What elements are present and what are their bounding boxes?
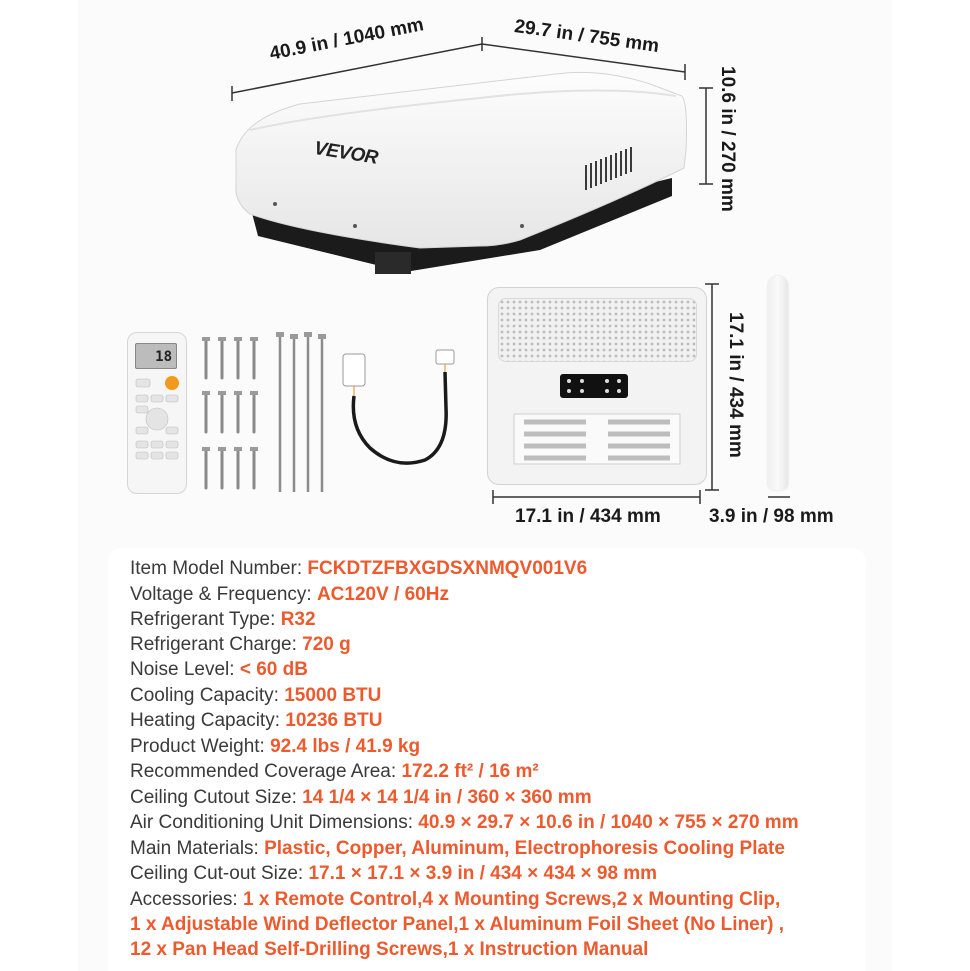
spec-row: Refrigerant Type: R32 <box>130 609 316 630</box>
control-panel-display <box>560 374 628 398</box>
deflector-depth-dimension-label: 3.9 in / 98 mm <box>709 506 834 527</box>
spec-row: Voltage & Frequency: AC120V / 60Hz <box>130 584 449 605</box>
spec-row-continued: 12 x Pan Head Self-Drilling Screws,1 x Instruction Manual <box>130 939 649 960</box>
wire-harness-image <box>340 348 470 478</box>
spec-row: Ceiling Cutout Size: 14 1/4 × 14 1/4 in / 360 × 360 mm <box>130 787 592 808</box>
remote-buttons <box>128 375 186 485</box>
panel-width-dimension-label: 17.1 in / 434 mm <box>515 506 661 527</box>
specifications-panel <box>108 548 866 971</box>
remote-display-value: 18 <box>155 349 172 365</box>
width-dimension-label: 29.7 in / 755 mm <box>513 16 661 58</box>
length-dimension-label: 40.9 in / 1040 mm <box>268 14 426 65</box>
height-dimension-label: 10.6 in / 270 mm <box>717 66 738 212</box>
spec-row: Product Weight: 92.4 lbs / 41.9 kg <box>130 736 421 757</box>
spec-row: Noise Level: < 60 dB <box>130 659 308 680</box>
rooftop-ac-unit-image <box>0 0 970 300</box>
control-buttons <box>560 374 628 398</box>
panel-height-dimension-label: 17.1 in / 434 mm <box>725 312 746 458</box>
spec-row: Ceiling Cut-out Size: 17.1 × 17.1 × 3.9 in / 434 × 434 × 98 mm <box>130 863 658 884</box>
remote-display <box>135 343 177 369</box>
air-return-grille <box>498 298 697 362</box>
brand-logo: VEVOR <box>312 138 380 169</box>
wind-deflector-panel-image <box>768 276 788 490</box>
ceiling-panel-image <box>487 287 707 485</box>
self-drilling-screws-image <box>198 334 268 494</box>
spec-row: Main Materials: Plastic, Copper, Aluminum, Electrophoresis Cooling Plate <box>130 838 785 859</box>
spec-row-continued: 1 x Adjustable Wind Deflector Panel,1 x Aluminum Foil Sheet (No Liner) , <box>130 914 785 935</box>
spec-row: Recommended Coverage Area: 172.2 ft² / 16 m² <box>130 761 539 782</box>
spec-row: Heating Capacity: 10236 BTU <box>130 710 383 731</box>
supply-louvers <box>488 412 706 482</box>
mounting-screws-image <box>272 330 332 495</box>
spec-row: Item Model Number: FCKDTZFBXGDSXNMQV001V6 <box>130 558 588 579</box>
spec-row: Cooling Capacity: 15000 BTU <box>130 685 382 706</box>
spec-row: Accessories: 1 x Remote Control,4 x Mounting Screws,2 x Mounting Clip, <box>130 889 781 910</box>
spec-row: Refrigerant Charge: 720 g <box>130 634 351 655</box>
spec-row: Air Conditioning Unit Dimensions: 40.9 × 29.7 × 10.6 in / 1040 × 755 × 270 mm <box>130 812 799 833</box>
remote-control-image <box>127 332 187 494</box>
